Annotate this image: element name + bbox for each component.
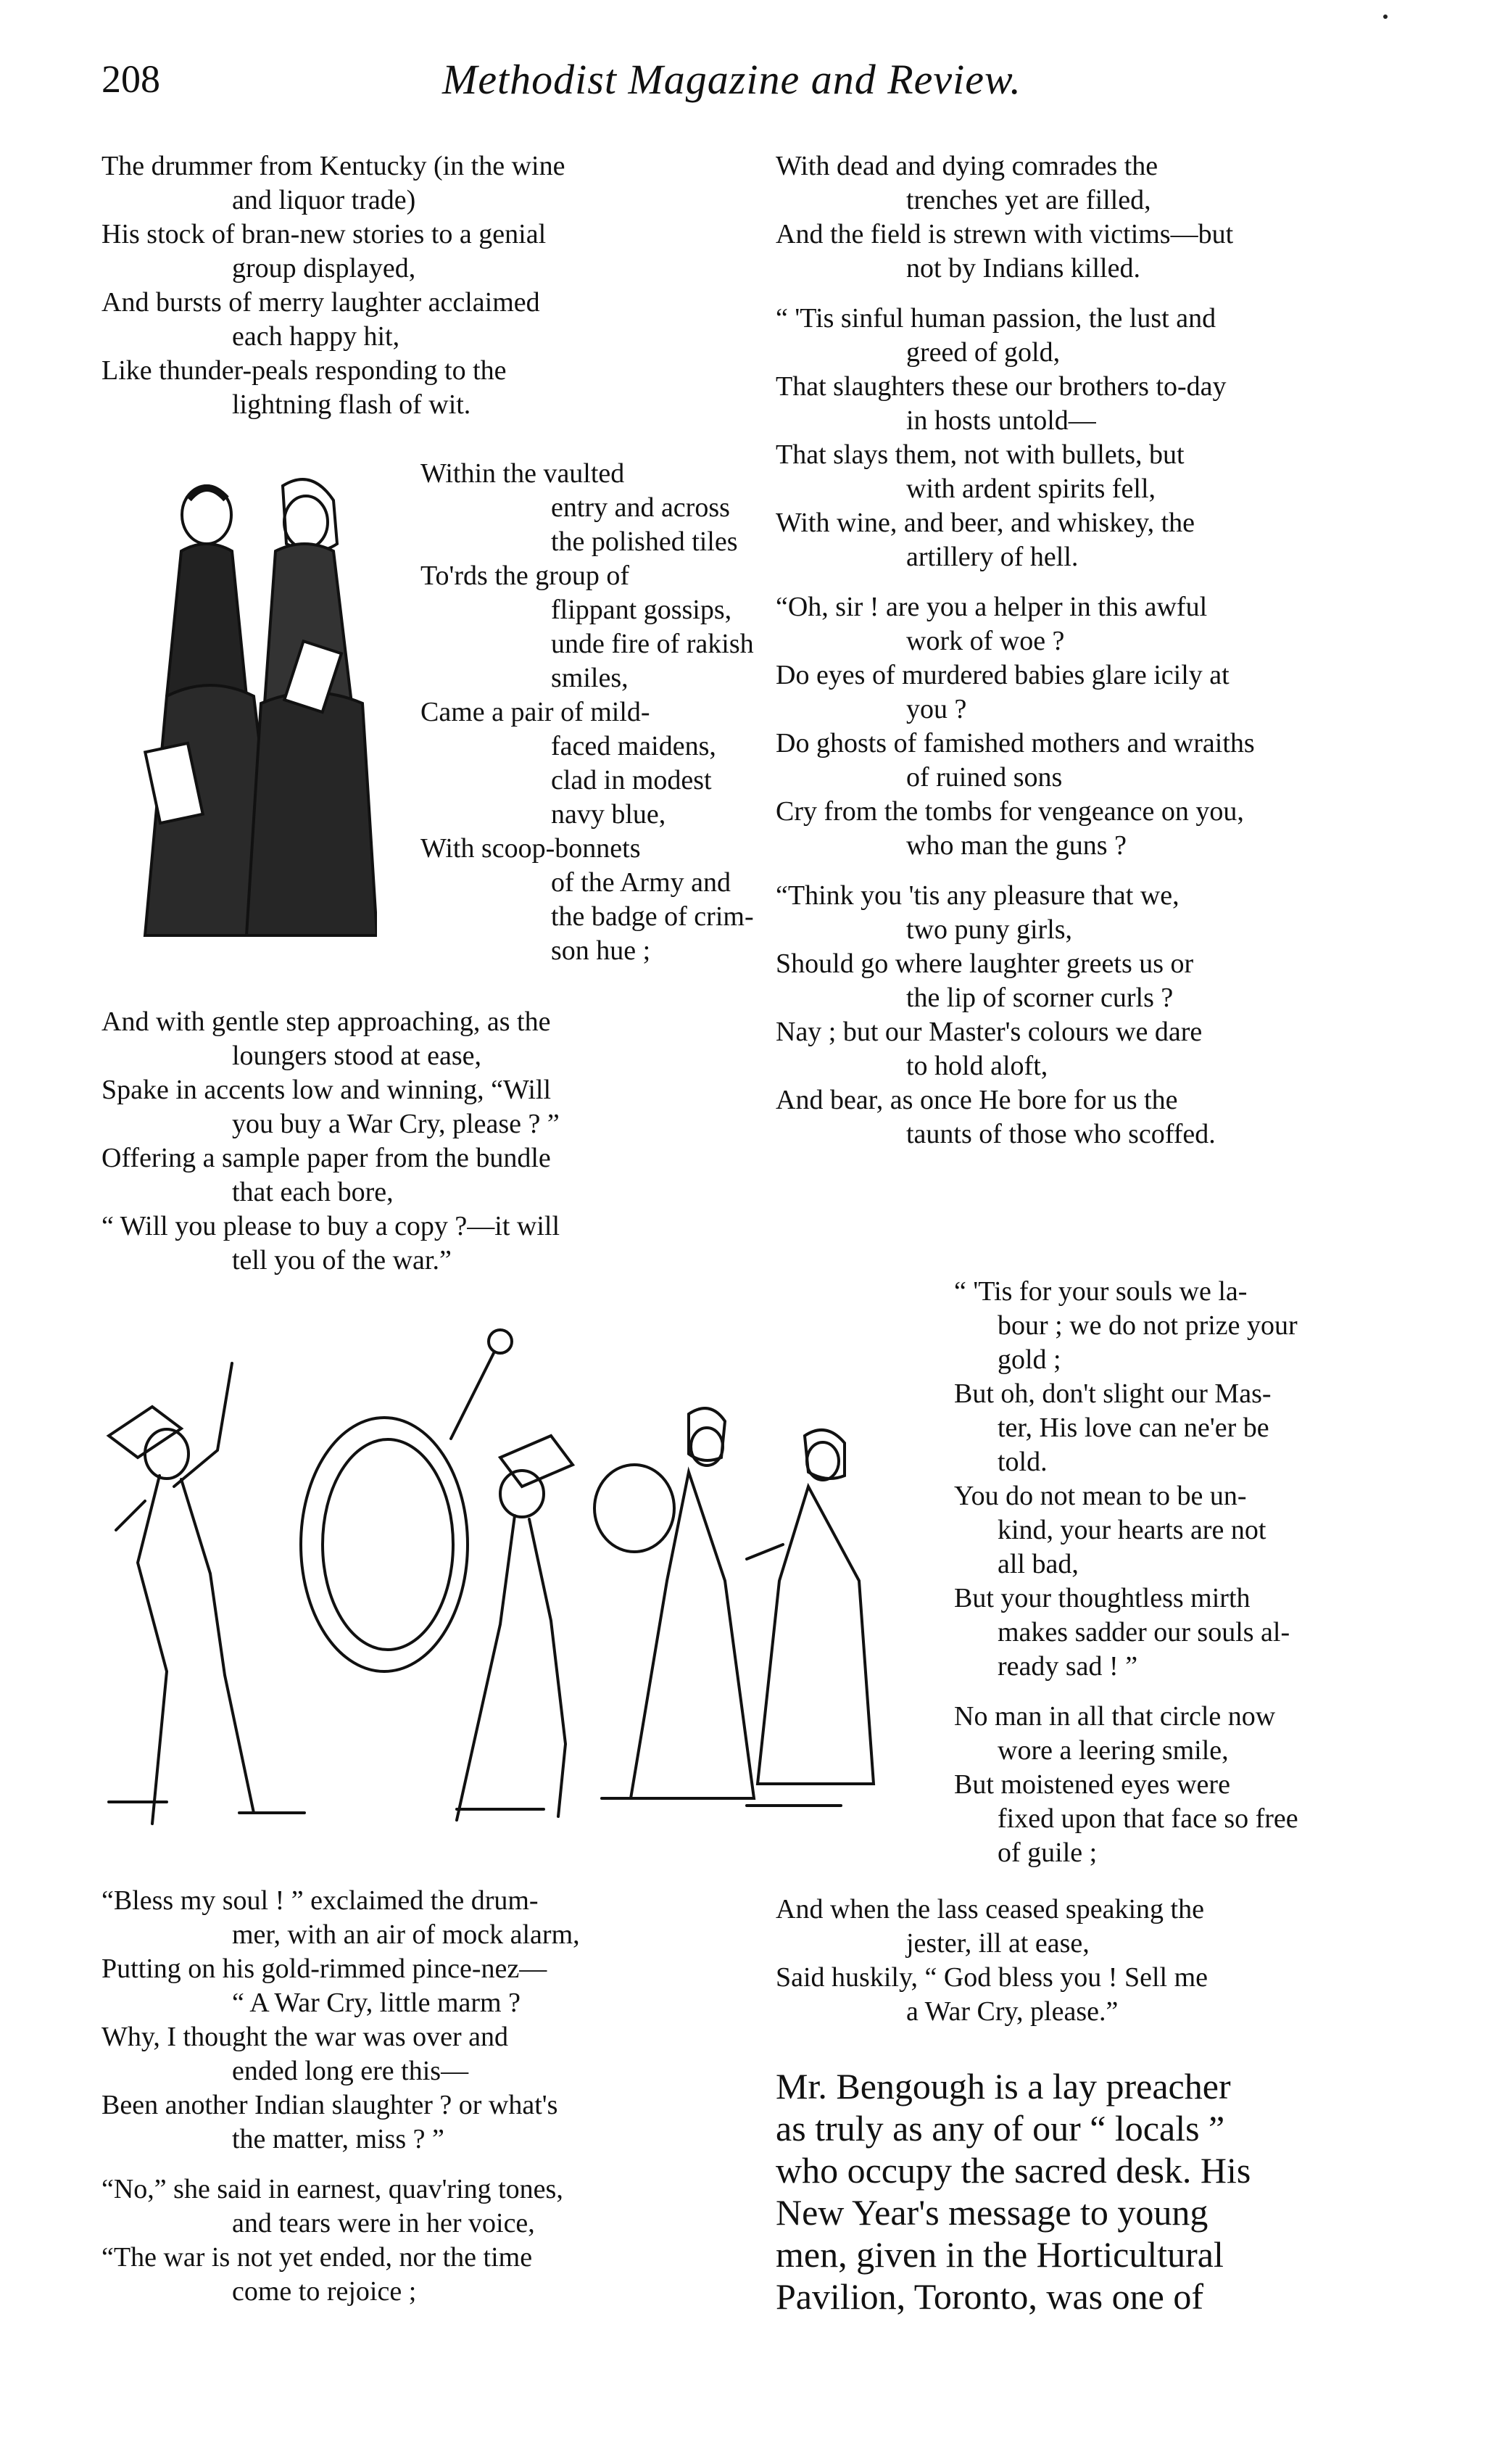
verse-line: That slaughters these our brothers to-day [776, 371, 1227, 402]
verse-line: No man in all that circle now [954, 1701, 1276, 1732]
verse-line: taunts of those who scoffed. [906, 1119, 1216, 1149]
verse-line: you buy a War Cry, please ? ” [232, 1109, 560, 1139]
verse-line [954, 1684, 1418, 1700]
verse-line: Like thunder-peals responding to the [101, 355, 507, 386]
verse-line: And bursts of merry laughter acclaimed [101, 287, 540, 318]
verse-line: Do ghosts of famished mothers and wraiths [776, 728, 1255, 758]
verse-line: That slays them, not with bullets, but [776, 439, 1185, 470]
verse-line: And the field is strewn with victims—but [776, 219, 1234, 249]
verse-line: that each bore, [232, 1177, 394, 1207]
verse-line: ended long ere this— [232, 2056, 469, 2086]
prose-line: Pavilion, Toronto, was one of [776, 2276, 1203, 2317]
verse-line: With dead and dying comrades the [776, 151, 1158, 181]
verse-line: faced maidens, [551, 731, 716, 761]
verse-line: clad in modest [551, 765, 712, 795]
prose-paragraph-bengough [776, 2065, 1414, 2318]
prose-line: men, given in the Horticultural [776, 2234, 1224, 2275]
verse-line: the matter, miss ? ” [232, 2124, 444, 2154]
verse-line: Should go where laughter greets us or [776, 948, 1194, 979]
verse-line: “ 'Tis sinful human passion, the lust and [776, 303, 1216, 334]
verse-line: all bad, [998, 1549, 1079, 1579]
verse-line: not by Indians killed. [906, 253, 1140, 284]
verse-line: who man the guns ? [906, 830, 1127, 861]
verse-line: Why, I thought the war was over and [101, 2022, 509, 2052]
verse-line: ready sad ! ” [998, 1651, 1138, 1682]
verse-line: artillery of hell. [906, 542, 1079, 572]
verse-line: And with gentle step approaching, as the [101, 1006, 551, 1037]
verse-line: “ Will you please to buy a copy ?—it will [101, 1211, 560, 1241]
poem-stanza-maidens [420, 457, 754, 968]
poem-stanza-ending [776, 1893, 1414, 2029]
verse-line: lightning flash of wit. [232, 389, 471, 420]
verse-line: come to rejoice ; [232, 2276, 417, 2307]
verse-line [776, 574, 1414, 590]
verse-line: the lip of scorner curls ? [906, 983, 1174, 1013]
verse-line: flippant gossips, [551, 595, 732, 625]
verse-line: And when the lass ceased speaking the [776, 1894, 1204, 1925]
poem-stanza-reply [101, 1884, 739, 2309]
poem-stanza-approach [101, 1005, 739, 1278]
verse-line: of guile ; [998, 1837, 1098, 1868]
drummer-and-salvationists-illustration [94, 1327, 942, 1849]
verse-line: “Bless my soul ! ” exclaimed the drum- [101, 1885, 539, 1916]
verse-line: each happy hit, [232, 321, 400, 352]
verse-line: Putting on his gold-rimmed pince-nez— [101, 1954, 547, 1984]
verse-line: ter, His love can ne'er be [998, 1413, 1269, 1443]
verse-line: entry and across [551, 492, 730, 523]
verse-line: “ 'Tis for your souls we la- [954, 1276, 1248, 1307]
verse-line: loungers stood at ease, [232, 1041, 482, 1071]
verse-line: The drummer from Kentucky (in the wine [101, 151, 565, 181]
verse-line: Been another Indian slaughter ? or what's [101, 2090, 558, 2120]
verse-line: Do eyes of murdered babies glare icily at [776, 660, 1230, 690]
verse-line: To'rds the group of [420, 561, 630, 591]
verse-line: with ardent spirits fell, [906, 474, 1156, 504]
two-maidens-illustration [138, 464, 377, 950]
verse-line: “The war is not yet ended, nor the time [101, 2242, 533, 2273]
verse-line: told. [998, 1447, 1048, 1477]
verse-line: greed of gold, [906, 337, 1061, 368]
prose-line: Mr. Bengough is a lay preacher [776, 2066, 1231, 2107]
verse-line: Nay ; but our Master's colours we dare [776, 1017, 1203, 1047]
verse-line: fixed upon that face so free [998, 1803, 1298, 1834]
verse-line [776, 286, 1414, 302]
verse-line: But moistened eyes were [954, 1769, 1230, 1800]
verse-line: group displayed, [232, 253, 416, 284]
verse-line: Said huskily, “ God bless you ! Sell me [776, 1962, 1208, 1993]
verse-line: work of woe ? [906, 626, 1065, 656]
verse-line: mer, with an air of mock alarm, [232, 1919, 580, 1950]
verse-line: trenches yet are filled, [906, 185, 1151, 215]
verse-line: “Think you 'tis any pleasure that we, [776, 880, 1179, 911]
verse-line: But your thoughtless mirth [954, 1583, 1251, 1613]
verse-line: of ruined sons [906, 762, 1063, 793]
verse-line: You do not mean to be un- [954, 1481, 1247, 1511]
verse-line: Came a pair of mild- [420, 697, 650, 727]
verse-line: son hue ; [551, 935, 651, 966]
verse-line: But oh, don't slight our Mas- [954, 1378, 1272, 1409]
prose-line: as truly as any of our “ locals ” [776, 2108, 1225, 2149]
verse-line: tell you of the war.” [232, 1245, 452, 1276]
verse-line [101, 2157, 739, 2172]
verse-line: the polished tiles [551, 526, 738, 557]
page-number: 208 [101, 57, 160, 101]
poem-stanza-drummer [101, 149, 739, 422]
verse-line: Cry from the tombs for vengeance on you, [776, 796, 1244, 827]
verse-line: two puny girls, [906, 914, 1073, 945]
verse-line: “Oh, sir ! are you a helper in this awful [776, 592, 1208, 622]
verse-line: and tears were in her voice, [232, 2208, 535, 2238]
verse-line: kind, your hearts are not [998, 1515, 1266, 1545]
verse-line: His stock of bran-new stories to a genial [101, 219, 547, 249]
verse-line: the badge of crim- [551, 901, 754, 932]
verse-line: bour ; we do not prize your [998, 1310, 1298, 1341]
verse-line: of the Army and [551, 867, 731, 898]
verse-line: Spake in accents low and winning, “Will [101, 1075, 552, 1105]
verse-line: you ? [906, 694, 967, 724]
prose-line: who occupy the sacred desk. His [776, 2150, 1251, 2191]
verse-line: and liquor trade) [232, 185, 416, 215]
verse-line [776, 863, 1414, 879]
verse-line: “No,” she said in earnest, quav'ring tones, [101, 2174, 563, 2204]
running-title: Methodist Magazine and Review. [442, 56, 1021, 103]
verse-line: With scoop-bonnets [420, 833, 641, 864]
verse-line: unde fire of rakish [551, 629, 754, 659]
print-speck [1383, 15, 1388, 19]
verse-line: in hosts untold— [906, 405, 1096, 436]
poem-stanza-souls [954, 1275, 1418, 1870]
verse-line: And bear, as once He bore for us the [776, 1085, 1178, 1115]
verse-line: navy blue, [551, 799, 666, 830]
verse-line: Within the vaulted [420, 458, 625, 489]
verse-line: wore a leering smile, [998, 1735, 1229, 1766]
verse-line: to hold aloft, [906, 1051, 1048, 1081]
verse-line: makes sadder our souls al- [998, 1617, 1290, 1648]
verse-line: gold ; [998, 1344, 1061, 1375]
verse-line: “ A War Cry, little marm ? [232, 1988, 521, 2018]
poem-stanza-appeal [776, 149, 1414, 1152]
verse-line: Offering a sample paper from the bundle [101, 1143, 551, 1173]
verse-line: With wine, and beer, and whiskey, the [776, 508, 1195, 538]
verse-line: jester, ill at ease, [906, 1928, 1090, 1959]
verse-line: a War Cry, please.” [906, 1996, 1119, 2027]
prose-line: New Year's message to young [776, 2192, 1208, 2233]
verse-line: smiles, [551, 663, 629, 693]
